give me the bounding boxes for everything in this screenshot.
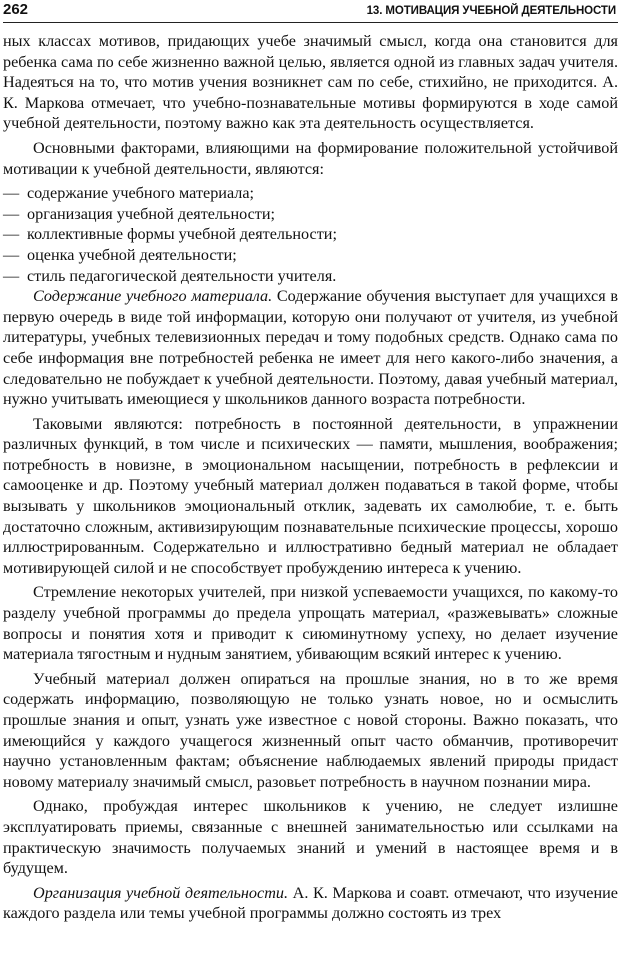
list-dash: — xyxy=(3,266,20,285)
list-item xyxy=(3,224,618,245)
paragraph-text: А. К. Маркова и соавт. отмечают, что изучение каждого раздела или темы учебной программы должно состоять из трех xyxy=(3,883,618,923)
paragraph-text: Содержание обучения выступает для учащихся в первую очередь в виде той информации, которую они получают от учителя, из учебной литературы, учебных телевизионных передач и тому подобных средств. Однако сама по себе информация вне потребностей ребенка не имеет для него какого-либо значения, а следовательно не побуждает к учебной деятельности. Поэтому, давая учебный материал, нужно учитывать имеющиеся у школьников данного возраста потребности. xyxy=(3,287,618,409)
factors-list xyxy=(3,183,618,286)
page-number: 262 xyxy=(3,1,29,18)
list-item-text: стиль педагогической деятельности учителя. xyxy=(27,266,337,285)
list-item xyxy=(3,183,618,204)
paragraph-4: Таковыми являются: потребность в постоянной деятельности, в упражнении различных функций, в том числе и психических — памяти, мышления, воображения; потребность в новизне, в эмоциональном насыщении, потребность в рефлексии и самооценке и др. Поэтому учебный материал должен подаваться в такой форме, чтобы вызывать у школьников эмоциональный отклик, задевать их самолюбие, т. е. быть достаточно сложным, активизирующим познавательные психические процессы, хорошо иллюстрированным. Содержательно и иллюстративно бедный материал не обладает мотивирующей силой и не способствует пробуждению интереса к учению. xyxy=(3,414,618,577)
body-text xyxy=(3,31,618,924)
page-header xyxy=(3,0,618,23)
section-lead-in: Содержание учебного материала. xyxy=(33,287,273,306)
paragraph-5: Стремление некоторых учителей, при низкой успеваемости учащихся, по какому-то разделу учебной программы до предела упрощать материал, «разжевывать» сложные вопросы и понятия хотя и приводит к сиюминутному успеху, но делает изучение материала тягостным и нудным занятием, убивающим всякий интерес к учению. xyxy=(3,583,618,664)
list-dash: — xyxy=(3,225,20,244)
list-item-text: содержание учебного материала; xyxy=(27,184,255,203)
paragraph-7: Однако, пробуждая интерес школьников к учению, не следует излишне эксплуатировать приемы, связанные с внешней занимательностью или ссылками на практическую значимость получаемых знаний и умений в настоящее время и в будущем. xyxy=(3,797,618,878)
paragraph-organization xyxy=(3,883,618,924)
running-title: 13. МОТИВАЦИЯ УЧЕБНОЙ ДЕЯТЕЛЬНОСТИ xyxy=(366,5,616,17)
paragraph-6: Учебный материал должен опираться на прошлые знания, но в то же время содержать информацию, позволяющую не только узнать новое, но и осмыслить прошлые знания и опыт, узнать уже известное с новой стороны. Важно показать, что имеющийся у каждого учащегося жизненный опыт часто обманчив, противоречит научно установленным фактам; объяснение наблюдаемых явлений природы придаст новому материалу значимый смысл, разовьет потребность в научном познании мира. xyxy=(3,669,618,791)
paragraph-content-material xyxy=(3,286,618,410)
list-item xyxy=(3,245,618,266)
list-item xyxy=(3,204,618,225)
section-lead-in: Организация учебной деятельности. xyxy=(33,883,289,902)
list-item-text: оценка учебной деятельности; xyxy=(27,245,237,264)
list-dash: — xyxy=(3,245,20,264)
list-item-text: коллективные формы учебной деятельности; xyxy=(27,225,337,244)
list-item-text: организация учебной деятельности; xyxy=(27,204,276,223)
list-dash: — xyxy=(3,204,20,223)
list-dash: — xyxy=(3,184,20,203)
list-item xyxy=(3,266,618,287)
paragraph-2: Основными факторами, влияющими на формирование положительной устойчивой мотивации к учебной деятельности, являются: xyxy=(3,138,618,178)
paragraph-1: ных классах мотивов, придающих учебе значимый смысл, когда она становится для ребенка сама по себе жизненно важной целью, является одной из главных задач учителя. Надеяться на то, что мотив учения возникнет сам по себе, стихийно, не приходится. А. К. Маркова отмечает, что учебно-познавательные мотивы формируются в ходе самой учебной деятельности, поэтому важно как эта деятельность осуществляется. xyxy=(3,32,618,133)
